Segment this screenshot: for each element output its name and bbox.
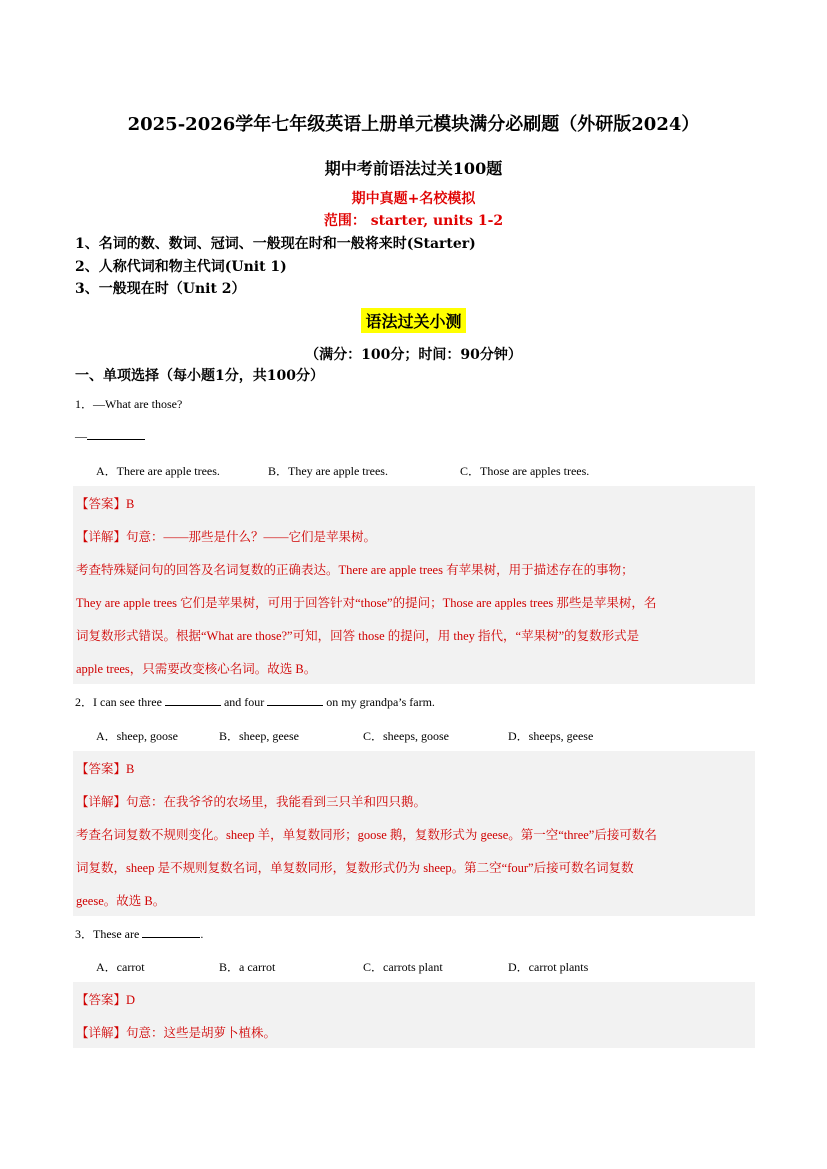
- answer-label: 【答案】B: [76, 762, 135, 776]
- answer-blank: [87, 428, 145, 440]
- option-c: C．carrots plant: [363, 960, 443, 974]
- quiz-badge: 语法过关小测: [361, 308, 465, 333]
- document-subtitle: 期中考前语法过关100题: [324, 159, 503, 178]
- scope-item: 1、名词的数、数词、冠词、一般现在时和一般将来时(Starter): [75, 236, 476, 252]
- detail-label: 【详解】句意：——那些是什么？——它们是苹果树。: [76, 530, 377, 544]
- option-b: B．They are apple trees.: [268, 464, 388, 478]
- scope-item: 3、一般现在时（Unit 2）: [75, 281, 246, 297]
- answer-box: [73, 486, 755, 684]
- explanation-line: 词复数形式错误。根据“What are those?”可知，回答 those 的提问，用 they 指代，“苹果树”的复数形式是: [76, 629, 640, 643]
- stem-part: on my grandpa’s farm.: [326, 695, 435, 709]
- option-a: A．There are apple trees.: [96, 464, 220, 478]
- option-a: A．carrot: [96, 960, 145, 974]
- answer-box: [73, 751, 755, 916]
- option-c: C．Those are apples trees.: [460, 464, 590, 478]
- answer-label: 【答案】D: [76, 993, 136, 1007]
- explanation-line: 考查名词复数不规则变化。sheep 羊，单复数同形；goose 鹅，复数形式为 geese。第一空“three”后接可数名: [76, 828, 657, 842]
- dash: —: [75, 429, 87, 443]
- detail-label: 【详解】句意：在我爷爷的农场里，我能看到三只羊和四只鹅。: [76, 795, 427, 809]
- option-d: D．sheeps, geese: [508, 729, 594, 743]
- answer-box: [73, 982, 755, 1048]
- option-d: D．carrot plants: [508, 960, 589, 974]
- stem-part: 2．I can see three: [75, 695, 162, 709]
- detail-label: 【详解】句意：这些是胡萝卜植株。: [76, 1026, 277, 1040]
- scope-item: 2、人称代词和物主代词(Unit 1): [75, 259, 287, 275]
- stem-part: .: [200, 927, 204, 941]
- quiz-info: （满分：100分；时间：90分钟）: [305, 347, 522, 363]
- answer-blank: [142, 926, 200, 938]
- answer-blank: [165, 694, 221, 706]
- explanation-line: 词复数，sheep 是不规则复数名词，单复数同形，复数形式仍为 sheep。第二空“four”后接可数名词复数: [76, 861, 634, 875]
- stem-part: 3．These are: [75, 927, 140, 941]
- option-a: A．sheep, goose: [96, 729, 178, 743]
- source-note: 期中真题+名校模拟: [351, 191, 476, 207]
- document-title: 2025-2026学年七年级英语上册单元模块满分必刷题（外研版2024）: [127, 114, 700, 135]
- option-c: C．sheeps, goose: [363, 729, 449, 743]
- question-stem: [75, 693, 435, 710]
- option-b: B．sheep, geese: [219, 729, 299, 743]
- explanation-line: 考查特殊疑问句的回答及名词复数的正确表达。There are apple trees 有苹果树，用于描述存在的事物；: [76, 563, 634, 577]
- question-answer-line: [75, 428, 145, 444]
- answer-blank: [267, 694, 323, 706]
- explanation-line: apple trees，只需要改变核心名词。故选 B。: [76, 662, 317, 676]
- explanation-line: geese。故选 B。: [76, 894, 166, 908]
- question-stem: [75, 925, 203, 942]
- quiz-badge-row: [0, 308, 827, 333]
- explanation-line: They are apple trees 它们是苹果树，可用于回答针对“those”的提问；Those are apples trees 那些是苹果树，名: [76, 596, 657, 610]
- question-stem: 1．—What are those?: [75, 397, 183, 411]
- stem-part: and four: [223, 695, 265, 709]
- option-b: B．a carrot: [219, 960, 276, 974]
- section-heading: 一、单项选择（每小题1分，共100分）: [75, 368, 324, 384]
- range-note: 范围： starter, units 1-2: [323, 213, 504, 229]
- answer-label: 【答案】B: [76, 497, 135, 511]
